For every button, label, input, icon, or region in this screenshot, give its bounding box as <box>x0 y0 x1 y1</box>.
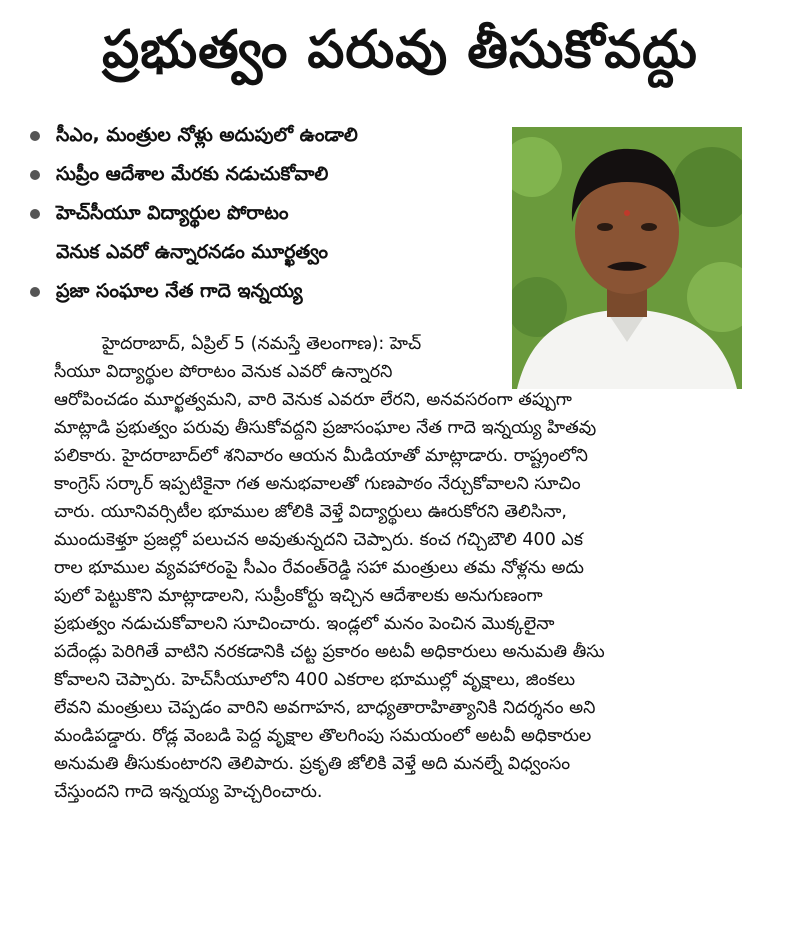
article-body <box>54 330 744 806</box>
body-line: మండిపడ్డారు. రోడ్ల వెంబడి పెద్ద వృక్షాల తొలగింపు సమయంలో అటవీ అధికారుల <box>54 726 592 746</box>
body-line: కోవాలని చెప్పారు. హెచ్‌సీయూలోని 400 ఎకరాల భూముల్లో వృక్షాలు, జింకలు <box>54 670 576 690</box>
body-line: ప్రభుత్వం నడుచుకోవాలని సూచించారు. ఇండ్లలో మనం పెంచిన మొక్కలైనా <box>54 614 555 634</box>
bullet-item: ప్రజా సంఘాల నేత గాదె ఇన్నయ్య <box>30 272 500 311</box>
body-line: ఆరోపించడం మూర్ఖత్వమని, వారి వెనుక ఎవరూ లేరని, అనవసరంగా తప్పుగా <box>54 390 572 410</box>
body-line: మాట్లాడి ప్రభుత్వం పరువు తీసుకోవద్దని ప్రజాసంఘాల నేత గాదె ఇన్నయ్య హితవు <box>54 418 597 438</box>
bullet-list <box>30 116 500 311</box>
body-line: చారు. యూనివర్సిటీల భూముల జోలికి వెళ్తే విద్యార్థులు ఊరుకోరని తెలిసినా, <box>54 502 567 522</box>
body-line: పలికారు. హైదరాబాద్‌లో శనివారం ఆయన మీడియాతో మాట్లాడారు. రాష్ట్రంలోని <box>54 446 588 466</box>
body-line: అనుమతి తీసుకుంటారని తెలిపారు. ప్రకృతి జోలికి వెళ్తే అది మనల్నే విధ్వంసం <box>54 754 571 774</box>
body-line: ముందుకెళ్తూ ప్రజల్లో పలుచన అవుతున్నదని చెప్పారు. కంచ గచ్చిబౌలి 400 ఎక <box>54 530 583 550</box>
headline: ప్రభుత్వం పరువు తీసుకోవద్దు <box>102 19 698 80</box>
body-line: సీయూ విద్యార్థుల పోరాటం వెనుక ఎవరో ఉన్నారని <box>54 362 393 382</box>
body-line: పులో పెట్టుకొని మాట్లాడాలని, సుప్రీంకోర్టు ఇచ్చిన ఆదేశాలకు అనుగుణంగా <box>54 586 543 606</box>
body-line: లేవని మంత్రులు చెప్పడం వారిని అవగాహన, బాధ్యతారాహిత్యానికి నిదర్శనం అని <box>54 698 596 718</box>
bullet-item: సుప్రీం ఆదేశాల మేరకు నడుచుకోవాలి <box>30 155 500 194</box>
body-line: కాంగ్రెస్ సర్కార్ ఇప్పటికైనా గత అనుభవాలతో గుణపాఠం నేర్చుకోవాలని సూచిం <box>54 474 581 494</box>
body-line: రాల భూముల వ్యవహారంపై సీఎం రేవంత్‌రెడ్డి సహా మంత్రులు తమ నోళ్లను అదు <box>54 558 584 578</box>
bullet-item-continuation: వెనుక ఎవరో ఉన్నారనడం మూర్ఖత్వం <box>56 241 328 263</box>
body-line: చేస్తుందని గాదె ఇన్నయ్య హెచ్చరించారు. <box>54 782 323 802</box>
body-line: హైదరాబాద్, ఏప్రిల్ 5 (నమస్తే తెలంగాణ): హెచ్ <box>102 334 422 354</box>
bullet-item: హెచ్‌సీయూ విద్యార్థుల పోరాటం <box>30 194 500 233</box>
body-line: పదేండ్లు పెరిగితే వాటిని నరకడానికి చట్ట ప్రకారం అటవీ అధికారులు అనుమతి తీసు <box>54 642 605 662</box>
bullet-item: సీఎం, మంత్రుల నోళ్లు అదుపులో ఉండాలి <box>30 116 500 155</box>
